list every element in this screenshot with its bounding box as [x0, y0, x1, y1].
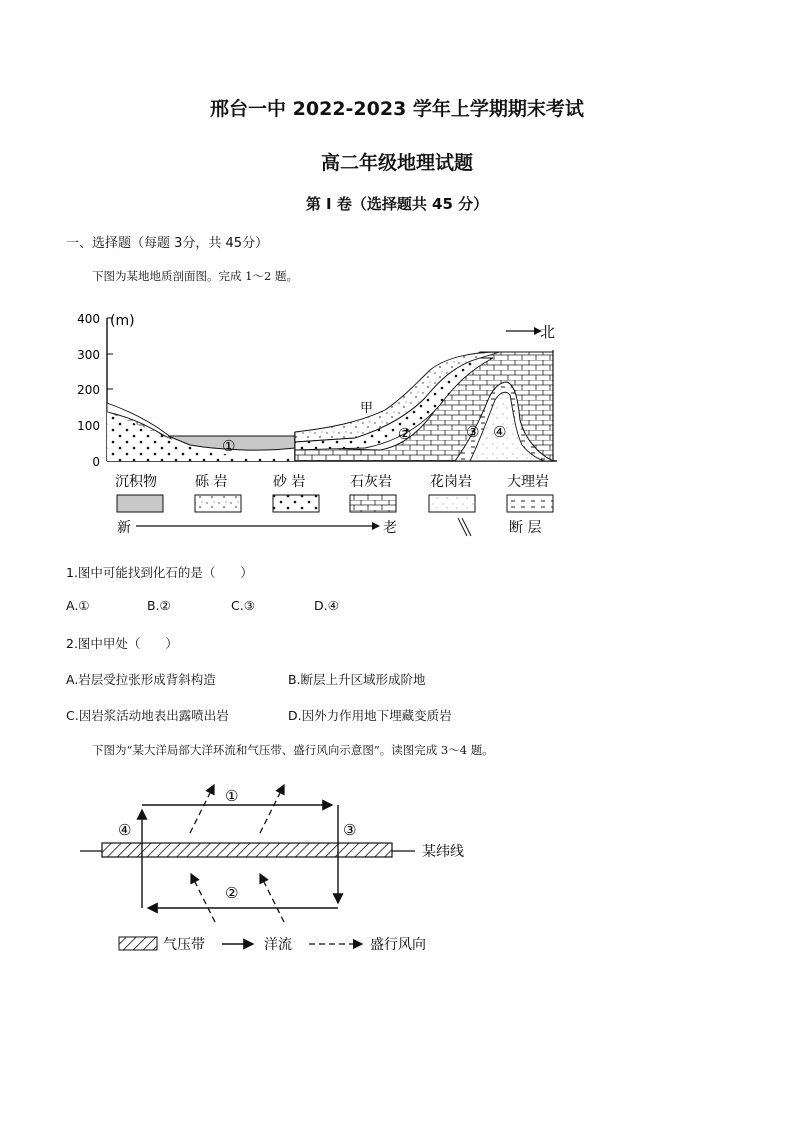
- q2-option-a[interactable]: A.岩层受拉张形成背斜构造: [66, 672, 216, 687]
- marker-2: ②: [398, 425, 412, 443]
- swatch-marble: [507, 495, 553, 512]
- new-label: 新: [117, 520, 131, 536]
- circ-marker-3: ③: [343, 821, 357, 839]
- legend-pressure-belt: 气压带: [163, 937, 205, 953]
- volume-heading: 第 I 卷（选择题共 45 分）: [305, 195, 489, 213]
- circ-marker-4: ④: [118, 821, 132, 839]
- old-label: 老: [383, 520, 397, 536]
- swatch-limestone: [350, 495, 396, 512]
- y-unit: (m): [110, 313, 135, 329]
- legend-limestone: 石灰岩: [350, 474, 392, 490]
- marker-4: ④: [493, 423, 507, 441]
- legend-sediment: 沉积物: [115, 474, 157, 490]
- exam-subtitle: 高二年级地理试题: [320, 152, 473, 174]
- legend-current: 洋流: [264, 937, 292, 953]
- north-label: 北: [540, 323, 556, 341]
- geologic-section-figure: [60, 300, 580, 550]
- swatch-sediment: [117, 495, 163, 512]
- circ-marker-1: ①: [225, 787, 239, 805]
- y-tick-300: 300: [77, 348, 100, 362]
- exam-title: 邢台一中 2022-2023 学年上学期期末考试: [210, 98, 584, 120]
- y-tick-100: 100: [77, 419, 100, 433]
- q1-option-d[interactable]: D.④: [314, 598, 339, 613]
- q2-option-d[interactable]: D.因外力作用地下埋藏变质岩: [288, 708, 452, 723]
- y-tick-400: 400: [77, 312, 100, 326]
- marker-1: ①: [222, 437, 236, 455]
- legend-sandstone: 砂 岩: [273, 474, 306, 490]
- q1-option-b[interactable]: B.②: [147, 598, 171, 613]
- jia-label: 甲: [360, 401, 374, 416]
- legend-wind: 盛行风向: [370, 937, 426, 953]
- legend-marble: 大理岩: [507, 474, 549, 490]
- y-tick-200: 200: [77, 383, 100, 397]
- q2-option-c[interactable]: C.因岩浆活动地表出露喷出岩: [66, 708, 229, 723]
- figure1-intro: 下图为某地地质剖面图。完成 1～2 题。: [92, 269, 298, 283]
- marker-3: ③: [466, 423, 480, 441]
- y-tick-0: 0: [92, 455, 100, 469]
- fault-label: 断 层: [509, 520, 542, 536]
- legend-conglomerate: 砾 岩: [195, 474, 228, 490]
- legend-pressure-swatch: [119, 937, 157, 950]
- q1-option-a[interactable]: A.①: [66, 598, 90, 613]
- question-1-stem: 1.图中可能找到化石的是（ ）: [66, 565, 253, 580]
- legend-granite: 花岗岩: [430, 474, 472, 490]
- ocean-circulation-figure: [70, 775, 510, 960]
- q2-option-b[interactable]: B.断层上升区域形成阶地: [288, 672, 426, 687]
- circ-marker-2: ②: [225, 884, 239, 902]
- latitude-label: 某纬线: [422, 844, 464, 860]
- section-heading: 一、选择题（每题 3分，共 45分）: [66, 236, 269, 251]
- q1-option-c[interactable]: C.③: [231, 598, 255, 613]
- question-2-stem: 2.图中甲处（ ）: [66, 636, 178, 651]
- swatch-granite: [429, 495, 475, 512]
- swatch-conglomerate: [195, 495, 241, 512]
- swatch-sandstone: [273, 495, 319, 512]
- figure2-intro: 下图为“某大洋局部大洋环流和气压带、盛行风向示意图”。读图完成 3～4 题。: [92, 743, 494, 757]
